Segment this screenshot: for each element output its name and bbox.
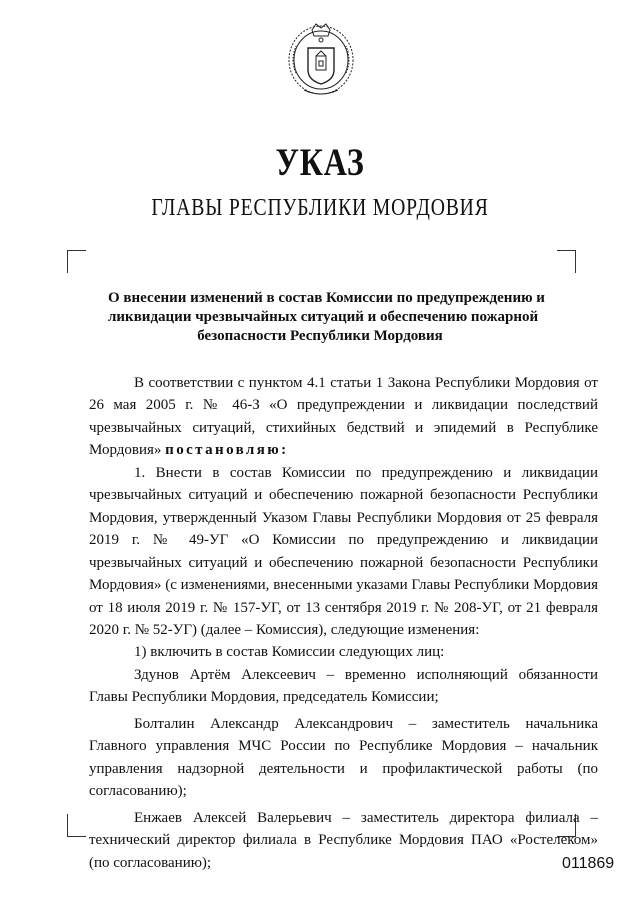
member-paragraph: Здунов Артём Алексеевич – временно исполняющий обязанности Главы Республики Мордовия, председатель Комиссии; <box>89 666 598 706</box>
heading-line: безопасности Республики Мордовия <box>197 328 443 344</box>
decree-body <box>89 372 598 874</box>
heading-line: О внесении изменений в состав Комиссии по предупреждению и <box>108 290 545 306</box>
margin-corner-mark <box>67 250 86 273</box>
margin-corner-mark <box>557 250 576 273</box>
heading-line: ликвидации чрезвычайных ситуаций и обеспечению пожарной <box>108 309 539 325</box>
margin-corner-mark <box>67 814 86 837</box>
decree-heading <box>108 289 545 346</box>
member-paragraph: Болталин Александр Александрович – заместитель начальника Главного управления МЧС России по Республике Мордовия – начальник управления надзорной деятельности и профилактической работы (по согласованию); <box>89 715 598 800</box>
document-title: УКАЗ <box>275 141 365 184</box>
decree-keyword: постановляю: <box>165 442 289 459</box>
document-subtitle: ГЛАВЫ РЕСПУБЛИКИ МОРДОВИЯ <box>151 195 489 221</box>
subitem-paragraph: 1) включить в состав Комиссии следующих лиц: <box>134 644 445 661</box>
preamble-paragraph <box>89 372 598 462</box>
coat-of-arms-icon <box>286 18 356 100</box>
document-number: 011869 <box>562 855 615 872</box>
member-paragraph: Енжаев Алексей Валерьевич – заместитель директора филиала – технический директор филиала в Республике Мордовия ПАО «Ростелеком» (по согласованию); <box>89 809 598 871</box>
preamble-text: В соответствии с пунктом 4.1 статьи 1 Закона Республики Мордовия от 26 мая 2005 г. № 46-З «О предупреждении и ликвидации последствий чрезвычайных ситуаций, стихийных бедствий и эпидемий в Республике Мордовия» <box>89 375 598 459</box>
item-paragraph: 1. Внести в состав Комиссии по предупреждению и ликвидации чрезвычайных ситуаций и обеспечению пожарной безопасности Республики Мордовия, утвержденный Указом Главы Республики Мордовия от 25 февраля 2019 г. № 49-УГ «О Комиссии по предупреждению и ликвидации чрезвычайных ситуаций и обеспечению пожарной безопасности Республики Мордовия» (с изменениями, внесенными указами Главы Республики Мордовия от 18 июля 2019 г. № 157-УГ, от 13 сентября 2019 г. № 208-УГ, от 21 февраля 2020 г. № 52-УГ) (далее – Комиссия), следующие изменения: <box>89 464 598 638</box>
